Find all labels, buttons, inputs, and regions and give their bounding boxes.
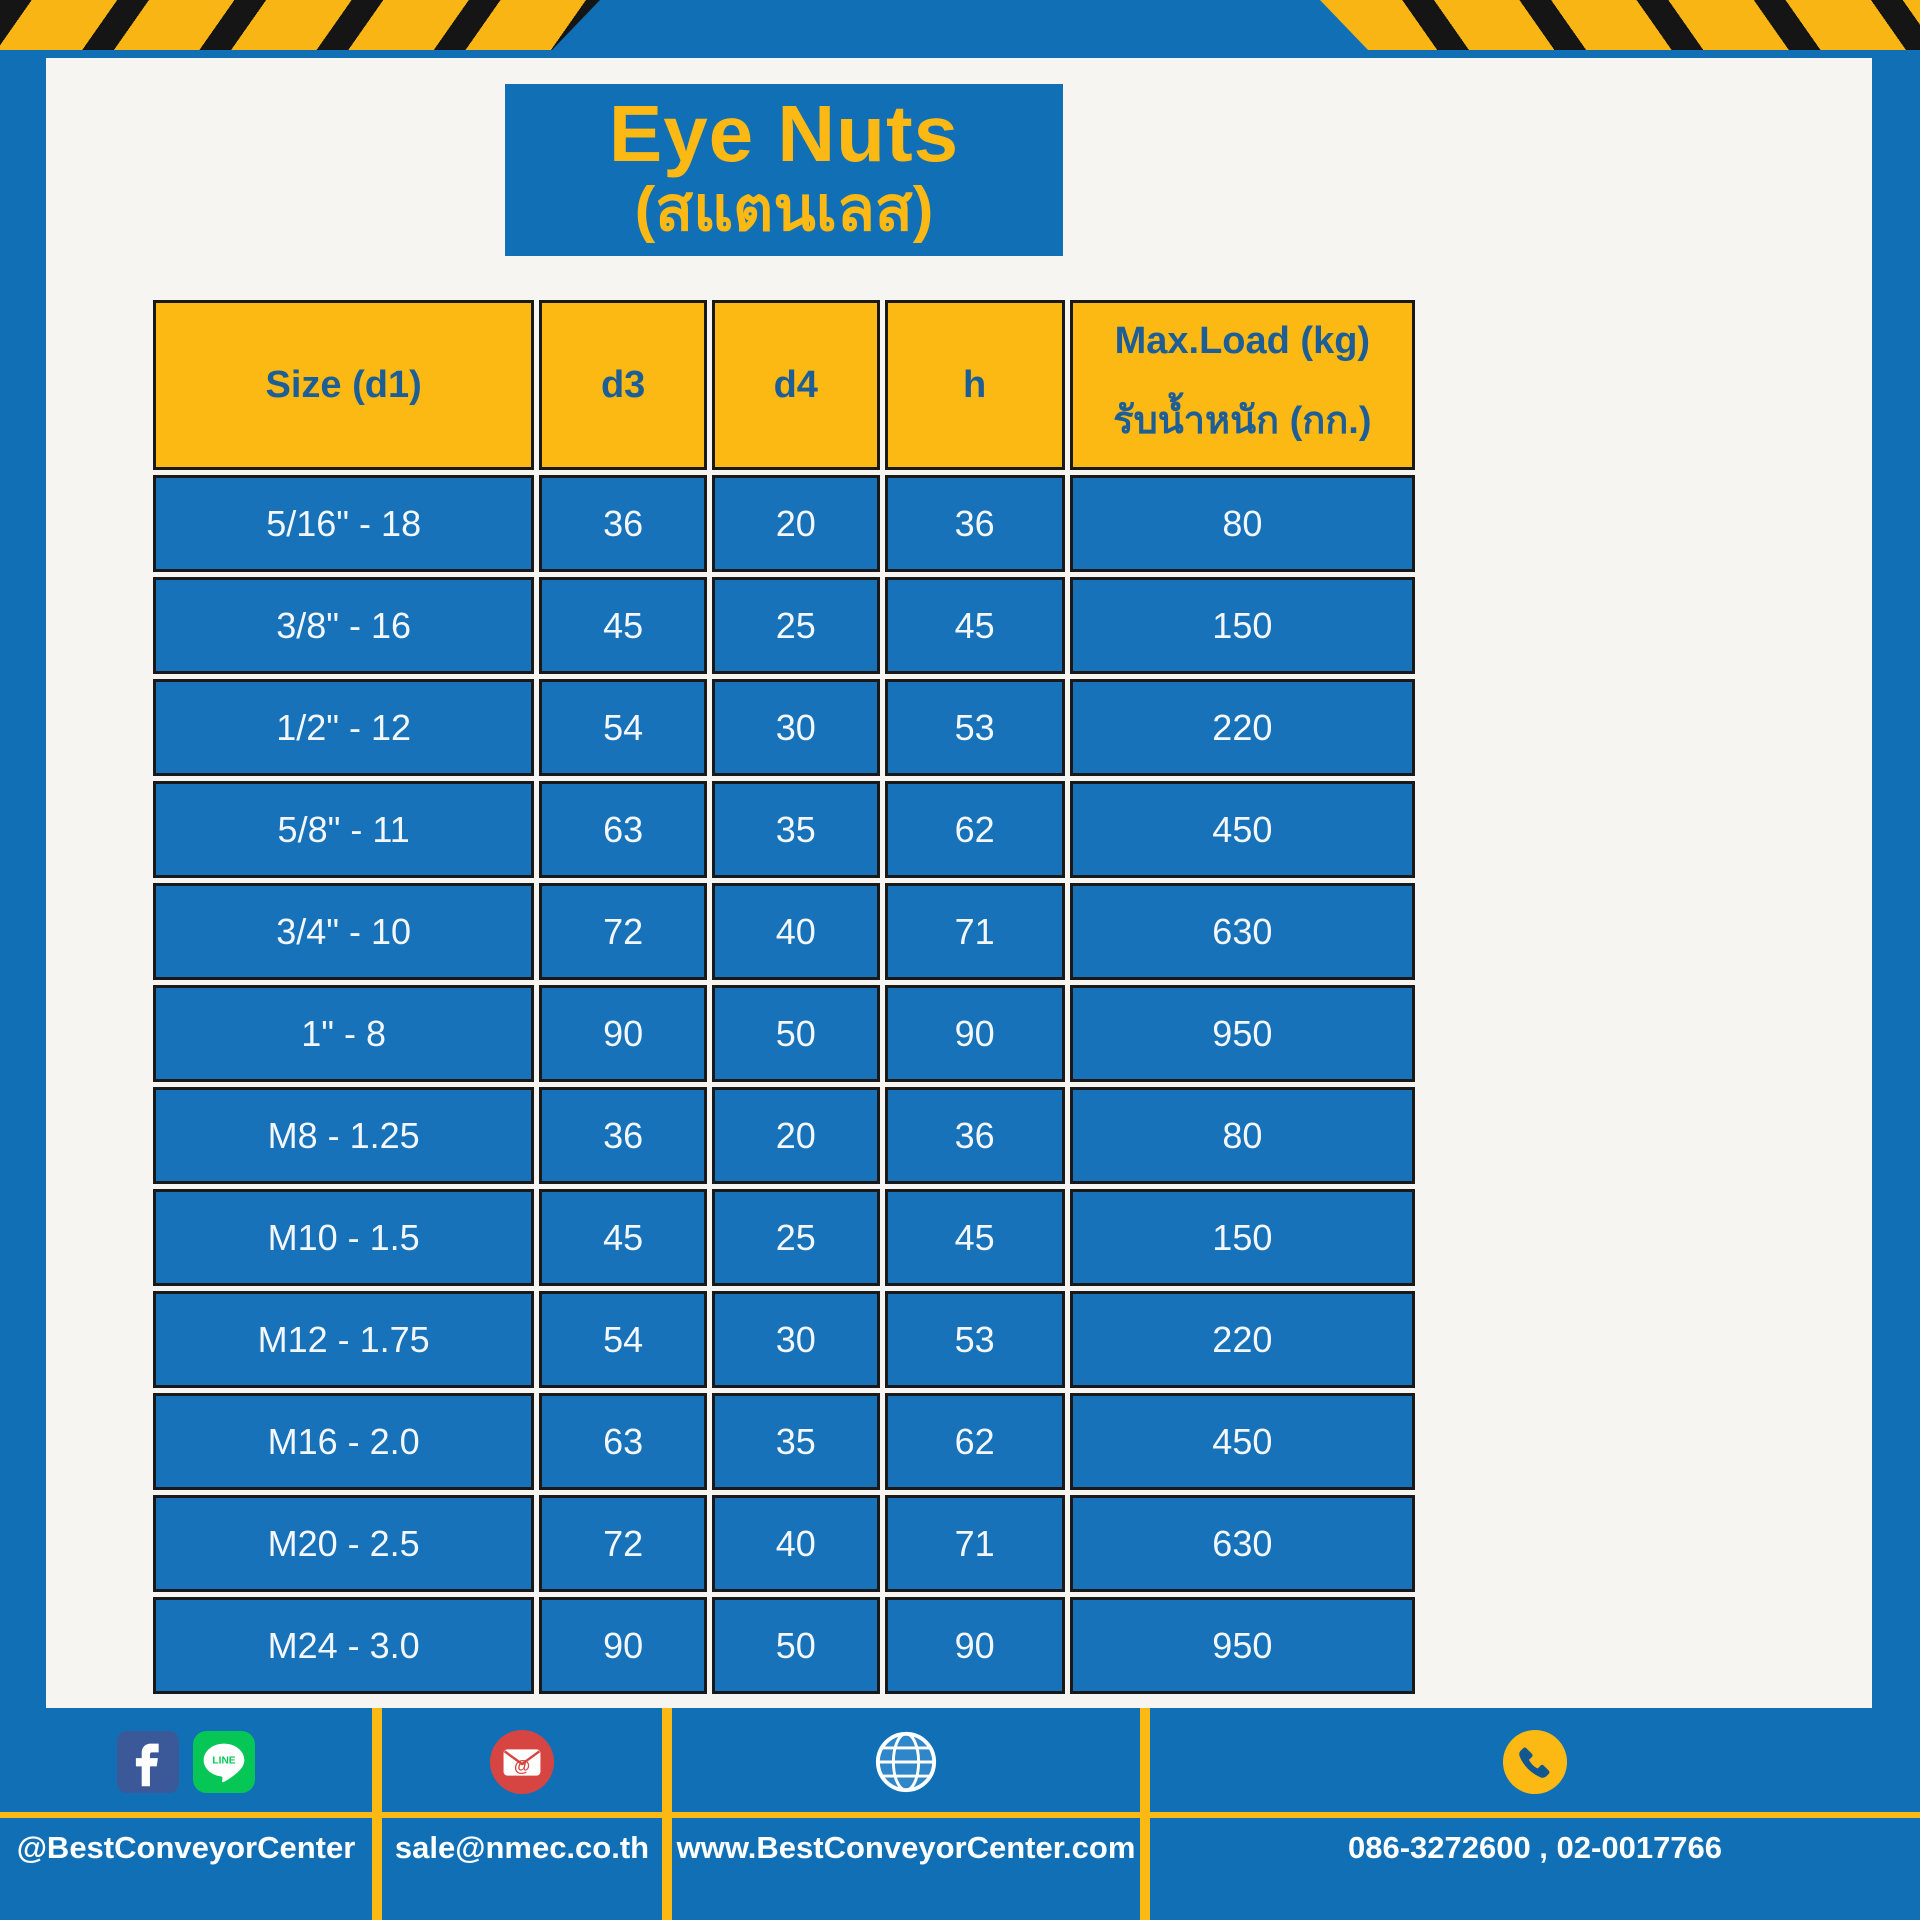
footer-website-section [672,1708,1140,1920]
cell-d3: 36 [539,475,707,572]
svg-text:@: @ [513,1757,531,1776]
cell-h: 71 [885,883,1065,980]
line-icon [193,1731,255,1798]
cell-maxload: 220 [1070,679,1415,776]
footer-divider-vertical [1140,1708,1150,1920]
cell-maxload: 950 [1070,1597,1415,1694]
phone-text: 086-3272600 , 02-0017766 [1347,1830,1723,1865]
cell-d3: 63 [539,781,707,878]
cell-d4: 35 [712,1393,880,1490]
cell-d3: 90 [539,1597,707,1694]
title-box [505,84,1063,256]
cell-size: M12 - 1.75 [153,1291,534,1388]
cell-size: 5/8" - 11 [153,781,534,878]
hazard-stripe-right [1320,0,1920,50]
cell-d4: 50 [712,985,880,1082]
page-subtitle: (สแตนเลส) [634,175,934,245]
cell-size: 1" - 8 [153,985,534,1082]
globe-icon [873,1729,939,1800]
cell-size: M20 - 2.5 [153,1495,534,1592]
table-row [153,985,1415,1082]
table-row [153,1087,1415,1184]
cell-h: 36 [885,1087,1065,1184]
table-row [153,1189,1415,1286]
table-row [153,781,1415,878]
cell-h: 71 [885,1495,1065,1592]
table-row [153,1393,1415,1490]
cell-d3: 45 [539,577,707,674]
cell-h: 62 [885,781,1065,878]
cell-d4: 30 [712,1291,880,1388]
cell-h: 90 [885,985,1065,1082]
footer-social-section [0,1708,372,1920]
col-header-h: h [885,300,1065,470]
cell-d3: 63 [539,1393,707,1490]
col-header-d3: d3 [539,300,707,470]
cell-size: 3/4" - 10 [153,883,534,980]
cell-maxload: 450 [1070,781,1415,878]
cell-d4: 30 [712,679,880,776]
cell-maxload: 450 [1070,1393,1415,1490]
cell-maxload: 150 [1070,577,1415,674]
footer [0,1708,1920,1920]
cell-size: 5/16" - 18 [153,475,534,572]
cell-h: 90 [885,1597,1065,1694]
footer-divider-vertical [372,1708,382,1920]
cell-h: 36 [885,475,1065,572]
cell-d4: 50 [712,1597,880,1694]
table-row [153,679,1415,776]
cell-maxload: 80 [1070,475,1415,572]
cell-d3: 54 [539,679,707,776]
cell-d4: 20 [712,475,880,572]
cell-d4: 25 [712,577,880,674]
cell-maxload: 950 [1070,985,1415,1082]
email-icon [489,1729,555,1800]
table-body [153,475,1415,1694]
svg-text:LINE: LINE [212,1754,236,1766]
cell-maxload: 630 [1070,883,1415,980]
cell-size: M8 - 1.25 [153,1087,534,1184]
page-title: Eye Nuts [608,89,960,179]
cell-d4: 25 [712,1189,880,1286]
col-header-d4: d4 [712,300,880,470]
cell-maxload: 150 [1070,1189,1415,1286]
cell-d4: 35 [712,781,880,878]
table-row [153,475,1415,572]
cell-d3: 54 [539,1291,707,1388]
cell-h: 53 [885,1291,1065,1388]
cell-maxload: 80 [1070,1087,1415,1184]
col-header-maxload-thai: รับน้ำหนัก (กก.) [1113,400,1372,442]
cell-maxload: 630 [1070,1495,1415,1592]
social-handle-text: @BestConveyorCenter [16,1830,356,1865]
phone-icon [1502,1729,1568,1800]
cell-d3: 45 [539,1189,707,1286]
footer-phone-section [1150,1708,1920,1920]
table-row [153,577,1415,674]
col-header-maxload [1070,300,1415,470]
cell-h: 45 [885,577,1065,674]
table-row [153,883,1415,980]
website-text: www.BestConveyorCenter.com [676,1830,1136,1865]
col-header-size: Size (d1) [153,300,534,470]
table-row [153,1291,1415,1388]
table-row [153,1597,1415,1694]
cell-d4: 40 [712,883,880,980]
cell-size: M16 - 2.0 [153,1393,534,1490]
cell-d3: 72 [539,883,707,980]
cell-d4: 40 [712,1495,880,1592]
email-text: sale@nmec.co.th [394,1830,650,1865]
facebook-icon [117,1731,179,1798]
cell-size: 1/2" - 12 [153,679,534,776]
cell-d3: 36 [539,1087,707,1184]
content-area [46,58,1872,1708]
table-header-row [153,300,1415,470]
table-row [153,1495,1415,1592]
footer-divider-vertical [662,1708,672,1920]
cell-d3: 72 [539,1495,707,1592]
cell-h: 45 [885,1189,1065,1286]
cell-size: 3/8" - 16 [153,577,534,674]
cell-size: M10 - 1.5 [153,1189,534,1286]
hazard-stripe-left [0,0,600,50]
cell-size: M24 - 3.0 [153,1597,534,1694]
cell-h: 62 [885,1393,1065,1490]
cell-d4: 20 [712,1087,880,1184]
col-header-maxload-en: Max.Load (kg) [1114,320,1371,362]
cell-d3: 90 [539,985,707,1082]
cell-maxload: 220 [1070,1291,1415,1388]
cell-h: 53 [885,679,1065,776]
spec-table [148,295,1420,1699]
footer-email-section [382,1708,662,1920]
